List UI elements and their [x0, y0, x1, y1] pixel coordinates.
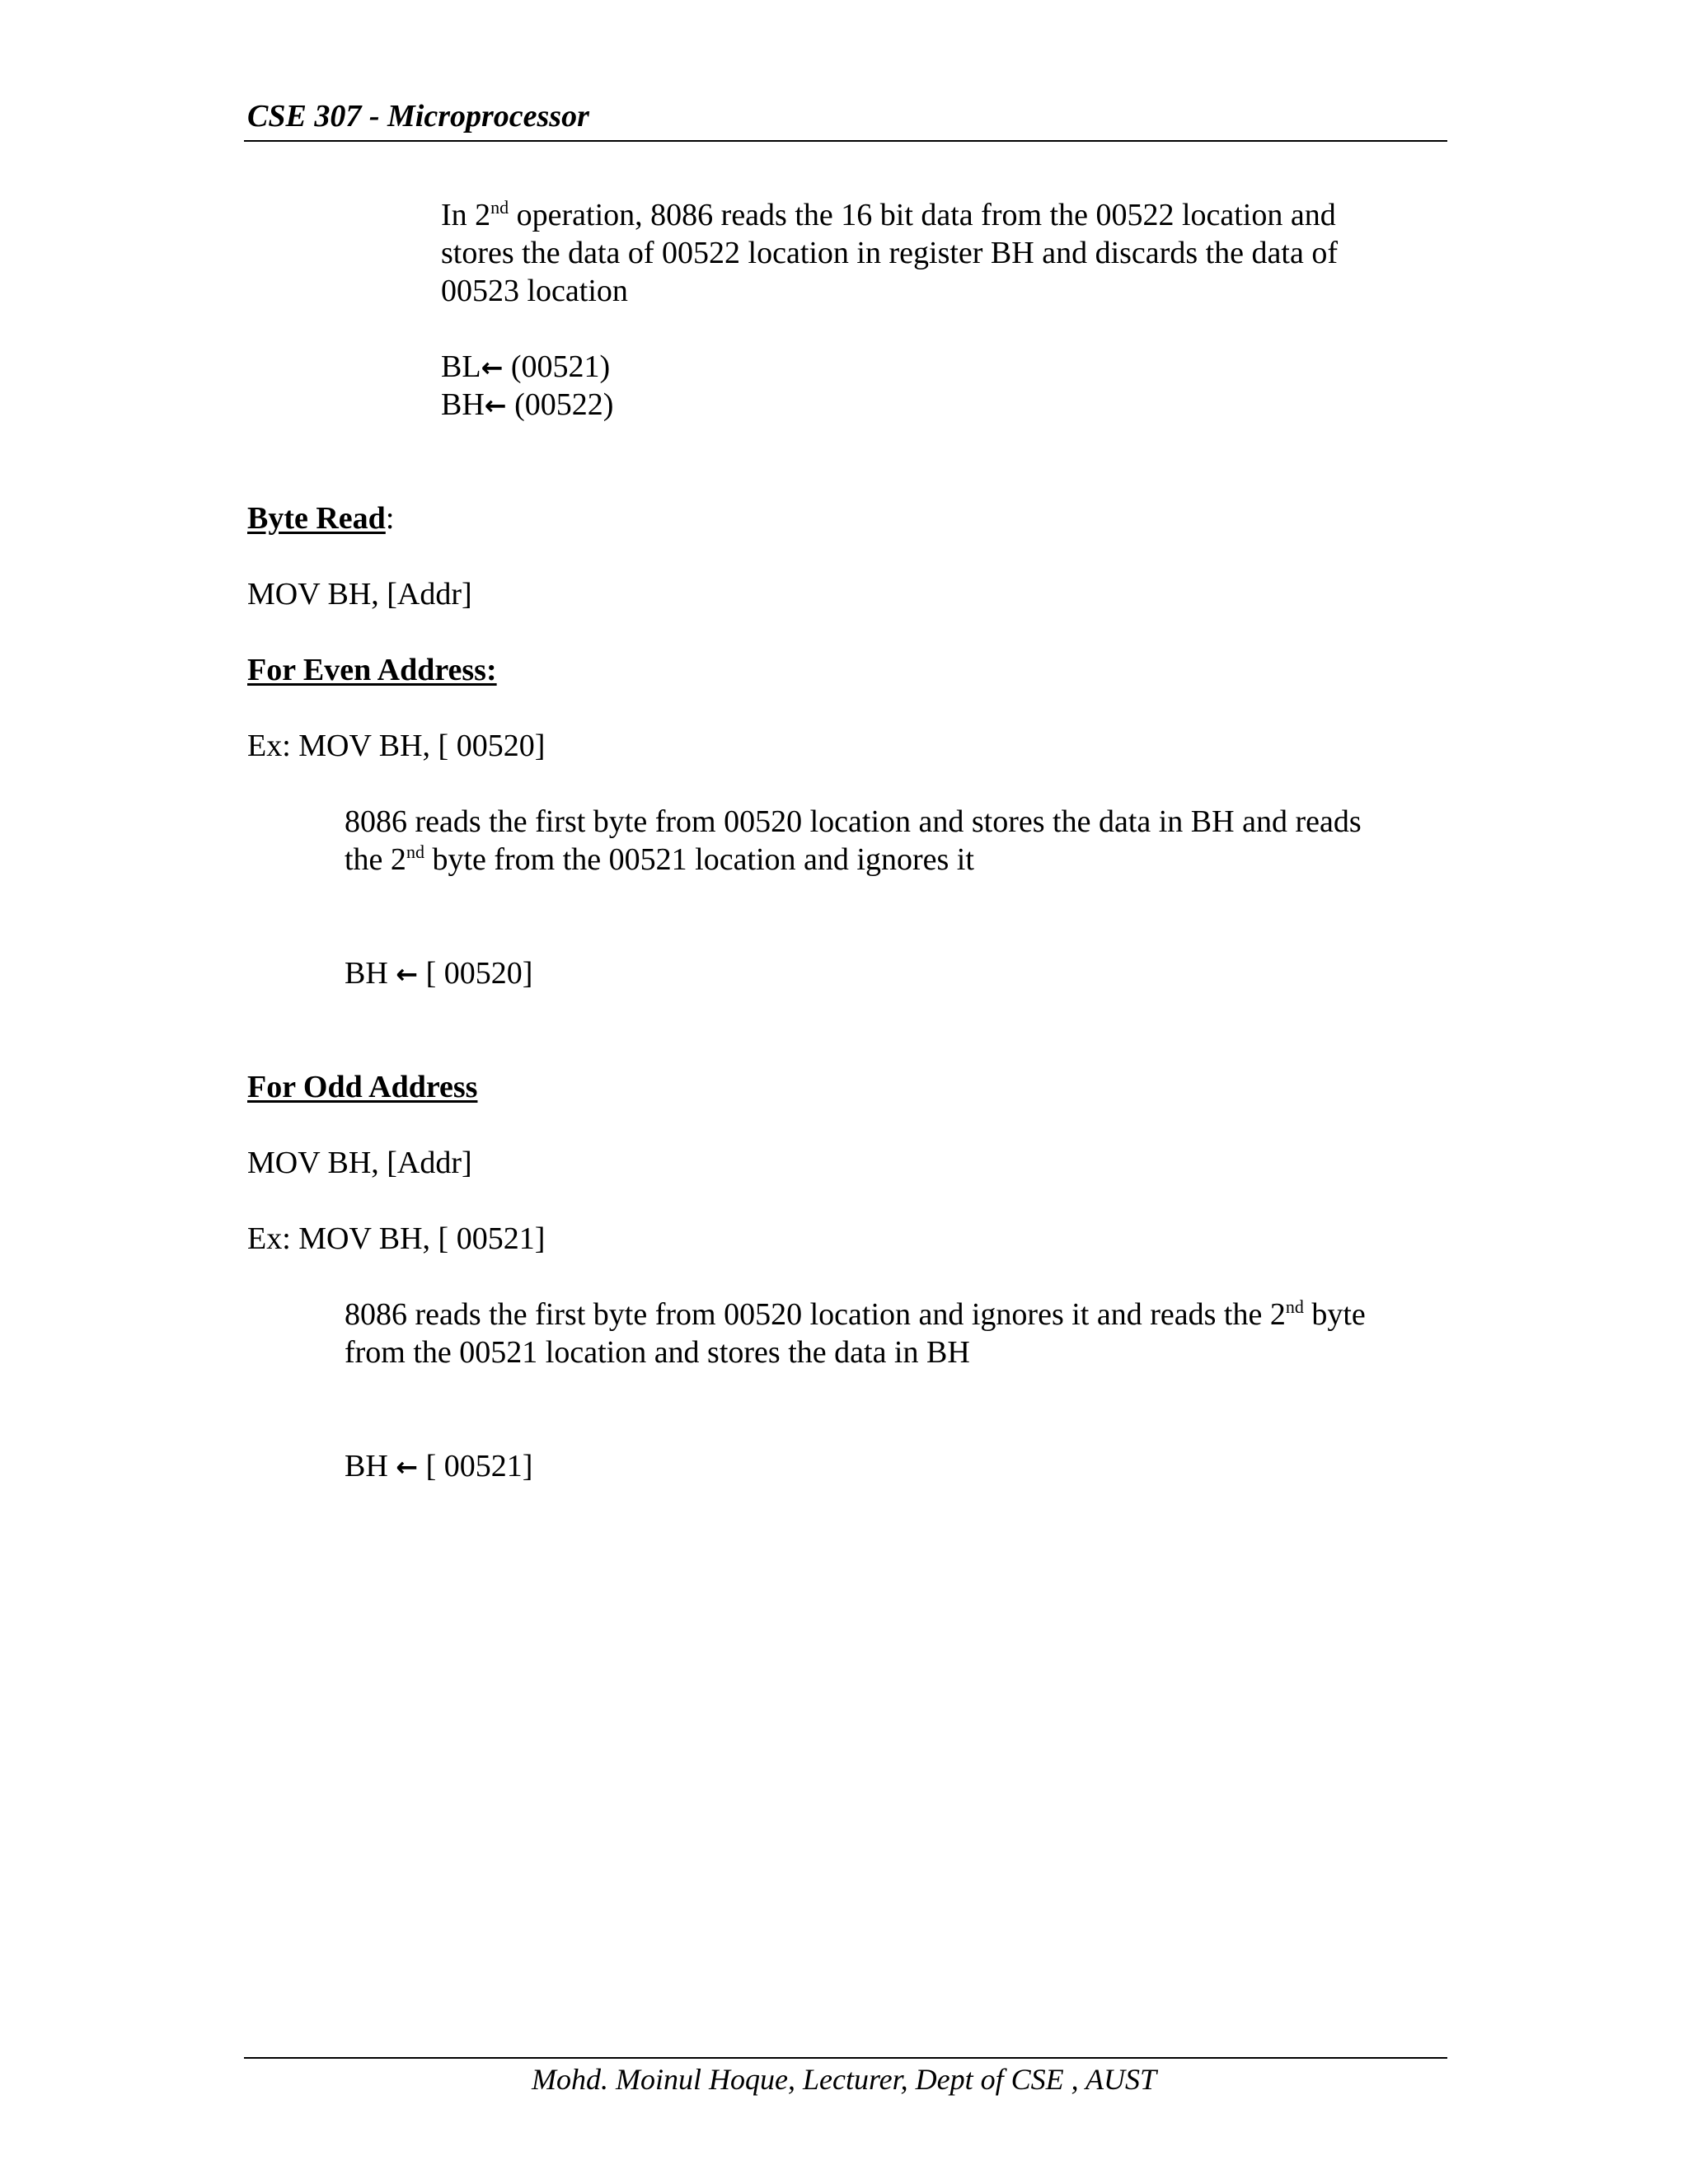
intro-line-1: In 2nd operation, 8086 reads the 16 bit data from the 00522 location and [441, 197, 1336, 232]
left-arrow-icon: ← [481, 352, 504, 383]
even-desc-line-2: the 2nd byte from the 00521 location and ignores it [345, 841, 974, 877]
odd-desc-line-1: 8086 reads the first byte from 00520 location and ignores it and reads the 2nd byte [345, 1296, 1366, 1332]
odd-instruction: MOV BH, [Addr] [247, 1146, 472, 1180]
even-result: BH ← [ 00520] [345, 954, 532, 993]
bh-assignment: BH← (00522) [441, 386, 613, 424]
odd-result: BH ← [ 00521] [345, 1447, 532, 1486]
byte-read-heading: Byte Read [247, 501, 386, 536]
intro-line-3: 00523 location [441, 274, 628, 308]
footer-rule [244, 2057, 1447, 2059]
even-desc-line-1: 8086 reads the first byte from 00520 location and stores the data in BH and reads [345, 804, 1362, 839]
intro-line-2: stores the data of 00522 location in register BH and discards the data of [441, 236, 1338, 270]
byte-read-heading-line: Byte Read: [247, 501, 395, 536]
left-arrow-icon: ← [484, 390, 507, 421]
left-arrow-icon: ← [396, 1451, 419, 1483]
odd-address-heading: For Odd Address [247, 1070, 478, 1104]
header-rule [244, 140, 1447, 142]
left-arrow-icon: ← [396, 958, 419, 990]
page-header-title: CSE 307 - Microprocessor [247, 99, 589, 134]
even-example: Ex: MOV BH, [ 00520] [247, 729, 546, 763]
page-footer: Mohd. Moinul Hoque, Lecturer, Dept of CSE , AUST [532, 2063, 1156, 2096]
odd-desc-line-2: from the 00521 location and stores the data in BH [345, 1335, 970, 1370]
odd-example: Ex: MOV BH, [ 00521] [247, 1221, 546, 1256]
byte-read-instruction: MOV BH, [Addr] [247, 577, 472, 612]
even-address-heading: For Even Address: [247, 653, 497, 687]
bl-assignment: BL← (00521) [441, 348, 610, 387]
